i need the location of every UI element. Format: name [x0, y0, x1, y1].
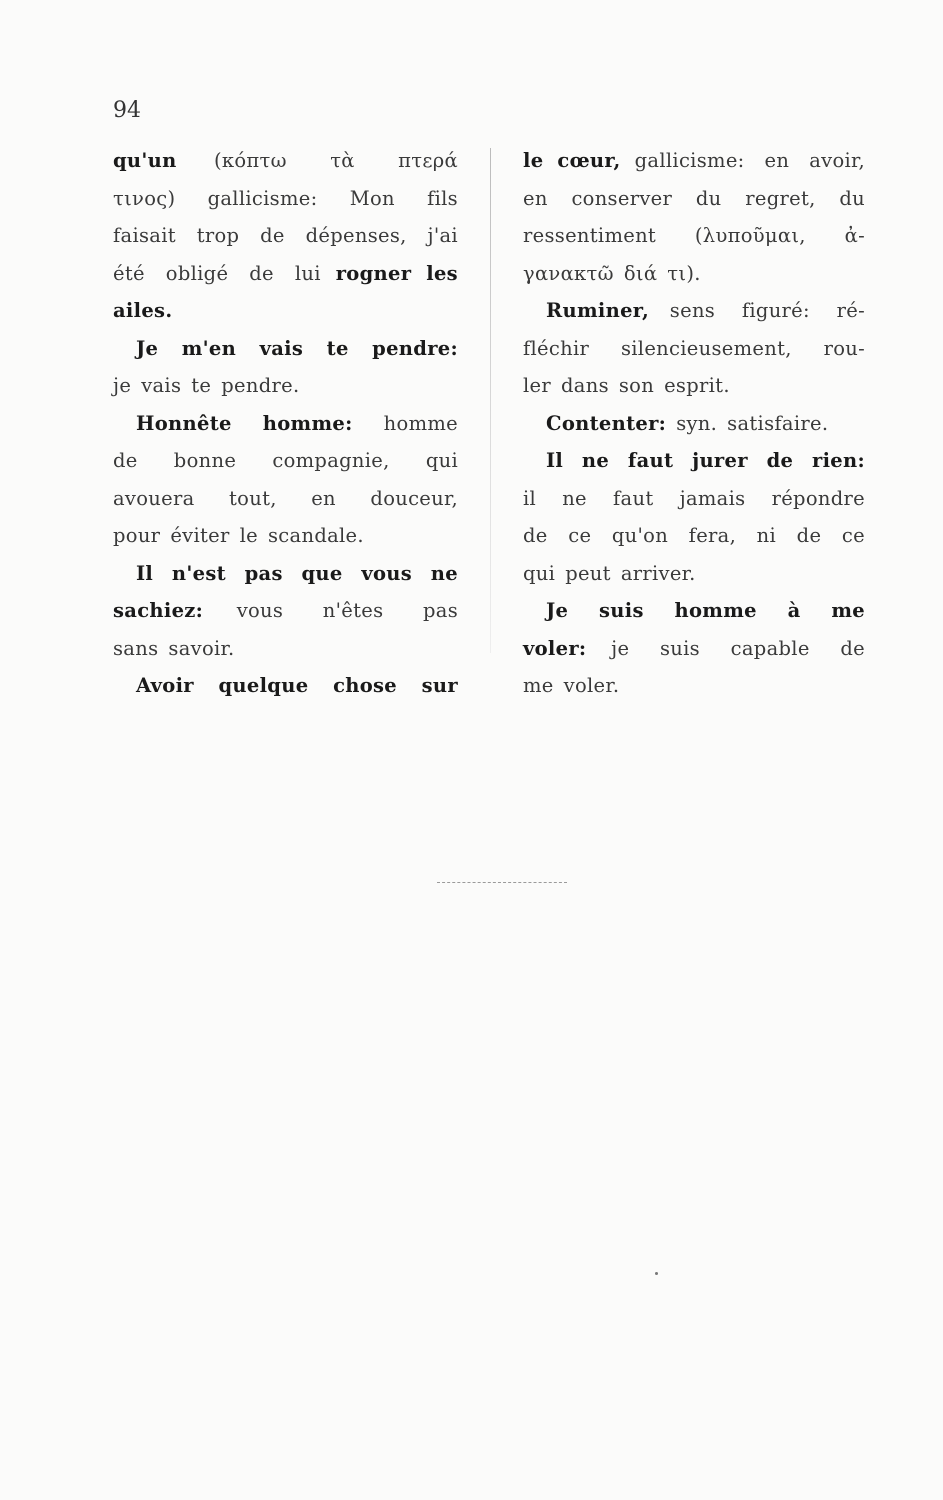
word: ne [562, 486, 587, 510]
headword: voler: [523, 636, 587, 660]
text-line [113, 442, 458, 480]
headword: suis [599, 599, 644, 622]
text-line [523, 180, 865, 218]
word: ce [568, 524, 592, 547]
word: compagnie, [272, 449, 390, 472]
word: en [311, 486, 336, 510]
word: conserver [571, 186, 673, 210]
headword: n'est [171, 561, 226, 585]
end-rule [437, 882, 567, 883]
word: avouera [113, 486, 195, 510]
word: τινος) [113, 186, 176, 210]
word: de [840, 636, 865, 660]
word: le [239, 524, 258, 547]
text-line [113, 142, 458, 180]
word: figuré: [741, 299, 810, 322]
word: vous [236, 599, 284, 622]
word: pendre. [221, 374, 300, 397]
headword: le [523, 149, 544, 172]
text-line [113, 330, 458, 368]
word: qu'on [611, 524, 669, 547]
text-line [113, 517, 458, 555]
headword: ailes. [113, 299, 173, 322]
headword: ne [430, 561, 458, 585]
word: qui [425, 449, 458, 472]
word: douceur, [370, 486, 458, 510]
headword: sachiez: [113, 599, 204, 622]
headword: homme [674, 599, 757, 622]
word: arriver. [620, 561, 696, 585]
word: syn. [676, 411, 718, 435]
headword: Je [546, 599, 569, 622]
word: en [764, 149, 790, 172]
text-line [523, 630, 865, 668]
word: ni [756, 524, 777, 547]
text-line [113, 555, 458, 593]
word: n'êtes [322, 599, 384, 622]
text-line [113, 630, 458, 668]
headword: de [766, 449, 794, 472]
word: trop [196, 224, 240, 247]
word: te [191, 374, 212, 397]
word: me [523, 674, 554, 697]
headword: rogner [335, 261, 412, 285]
text-line [523, 480, 865, 518]
text-line [113, 255, 458, 293]
word: τι). [667, 261, 701, 285]
headword: te [326, 336, 349, 360]
headword: Il [136, 561, 154, 585]
word: je [611, 636, 630, 660]
word: scandale. [268, 524, 364, 547]
headword: ne [581, 449, 610, 472]
text-line [113, 367, 458, 405]
headword: quelque [218, 674, 309, 697]
word: obligé [165, 261, 229, 285]
word: du [839, 186, 865, 210]
headword: à [787, 599, 801, 622]
word: esprit. [664, 374, 730, 397]
word: pas [422, 599, 458, 622]
headword: me [831, 599, 865, 622]
word: capable [730, 636, 810, 660]
word: voler. [563, 674, 620, 697]
word: de [260, 224, 285, 247]
text-line [113, 292, 458, 330]
headword: qu'un [113, 149, 177, 172]
headword: pas [244, 561, 283, 585]
text-line [523, 442, 865, 480]
word: διά [623, 261, 658, 285]
word: été [113, 261, 145, 285]
word: tout, [229, 486, 277, 510]
word: sans [113, 636, 159, 660]
word: dépenses, [305, 224, 407, 247]
headword: les [426, 261, 458, 285]
word: il [523, 486, 537, 510]
text-line [523, 142, 865, 180]
headword: jurer [692, 449, 748, 472]
text-line [523, 592, 865, 630]
headword: Avoir [136, 674, 194, 697]
word: sens [669, 299, 716, 322]
headword: vous [361, 561, 413, 585]
word: pour [113, 524, 161, 547]
word: γανακτῶ [523, 261, 614, 285]
headword: sur [421, 674, 458, 697]
word: ler [523, 374, 551, 397]
headword: Contenter: [546, 411, 667, 435]
word: fils [427, 186, 458, 210]
text-line [113, 405, 458, 443]
text-line [523, 555, 865, 593]
word: faisait [113, 224, 176, 247]
headword: que [301, 561, 343, 585]
word: satisfaire. [727, 411, 829, 435]
word: rou- [823, 336, 865, 360]
word: ἀ- [844, 224, 865, 247]
word: homme [383, 411, 458, 435]
word: πτερά [398, 149, 458, 172]
word: jamais [679, 486, 746, 510]
text-line [113, 480, 458, 518]
word: avoir, [809, 149, 865, 172]
word: j'ai [427, 224, 458, 247]
word: vais [141, 374, 182, 397]
word: gallicisme: [634, 149, 745, 172]
word: en [523, 186, 548, 210]
page-speck [655, 1272, 658, 1275]
headword: Il [546, 449, 564, 472]
word: fera, [688, 524, 737, 547]
headword: chose [333, 674, 398, 697]
word: regret, [745, 186, 816, 210]
headword: Ruminer, [546, 299, 650, 322]
word: (κόπτω [214, 149, 287, 172]
word: silencieusement, [620, 336, 792, 360]
word: du [695, 186, 722, 210]
text-line [113, 667, 458, 705]
right-column [523, 142, 865, 705]
text-line [523, 217, 865, 255]
word: (λυποῦμαι, [694, 224, 806, 247]
left-column [113, 142, 458, 705]
word: suis [659, 636, 700, 660]
page-number: 94 [113, 98, 141, 123]
text-line [523, 405, 865, 443]
word: fléchir [523, 336, 590, 360]
word: son [618, 374, 655, 397]
headword: pendre: [372, 336, 458, 360]
text-line [523, 667, 865, 705]
word: ré- [836, 299, 865, 322]
word: de [113, 449, 138, 472]
word: ce [841, 524, 865, 547]
word: éviter [170, 524, 230, 547]
word: Mon [349, 186, 395, 210]
word: je [113, 374, 132, 397]
word: peut [565, 561, 611, 585]
word: bonne [173, 449, 237, 472]
word: de [796, 524, 822, 547]
column-divider [490, 148, 491, 653]
headword: rien: [812, 449, 865, 472]
headword: vais [259, 336, 304, 360]
text-line [523, 330, 865, 368]
text-line [113, 180, 458, 218]
word: ressentiment [523, 224, 657, 247]
word: qui [523, 561, 556, 585]
word: de [249, 261, 274, 285]
word: gallicisme: [207, 186, 318, 210]
word: de [523, 524, 548, 547]
word: savoir. [168, 636, 235, 660]
headword: Honnête [136, 411, 232, 435]
word: lui [294, 261, 321, 285]
text-line [523, 255, 865, 293]
text-line [113, 217, 458, 255]
word: faut [613, 486, 654, 510]
word: répondre [771, 486, 865, 510]
headword: faut [627, 449, 674, 472]
text-line [523, 517, 865, 555]
text-line [523, 292, 865, 330]
word: τὰ [330, 149, 355, 172]
text-line [113, 592, 458, 630]
text-line [523, 367, 865, 405]
headword: homme: [262, 411, 353, 435]
headword: m'en [181, 336, 237, 360]
headword: Je [136, 336, 159, 360]
word: dans [561, 374, 609, 397]
headword: cœur, [557, 149, 621, 172]
